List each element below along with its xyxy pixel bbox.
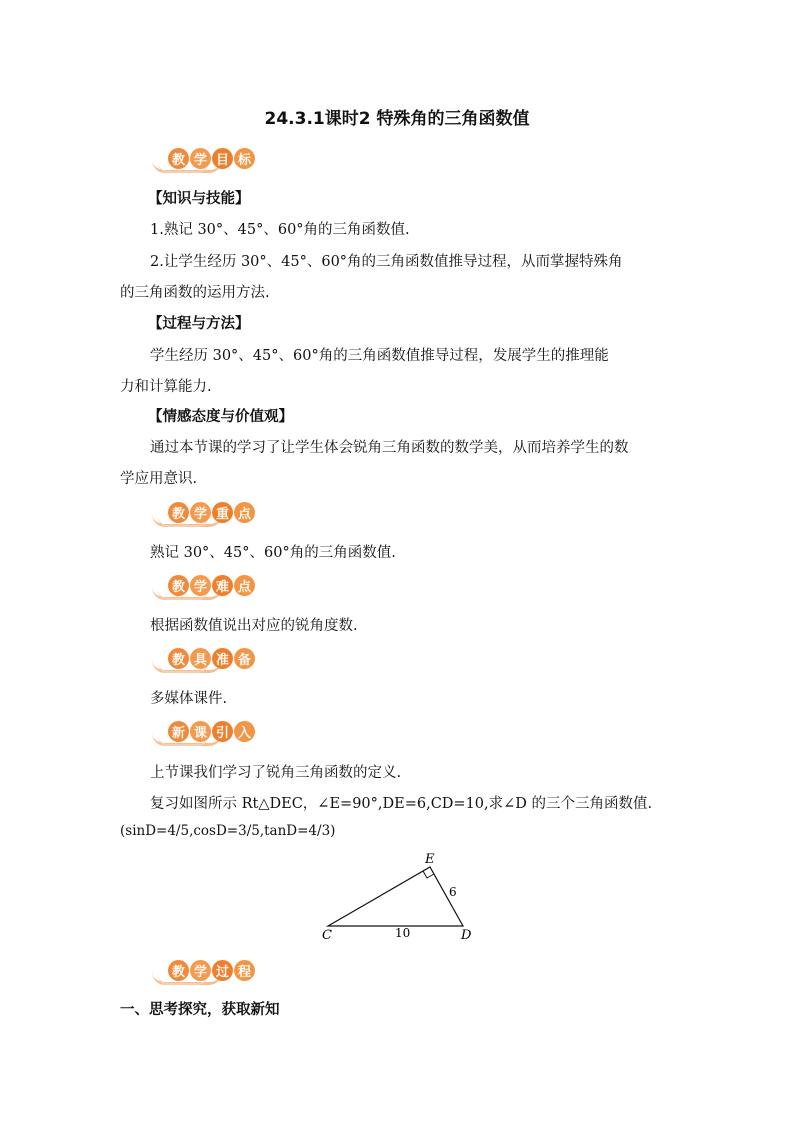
goal-line: 学生经历 30°、45°、60°角的三角函数值推导过程，发展学生的推理能 (150, 348, 609, 364)
badge-difficulties (152, 573, 260, 601)
triangle-figure (318, 850, 488, 942)
badge-char: 程 (234, 960, 255, 981)
badge-tools (152, 646, 260, 674)
badge-char: 备 (234, 648, 255, 669)
side-de-length: 6 (449, 885, 457, 899)
badge-char: 过 (212, 960, 233, 981)
badge-char: 具 (190, 648, 211, 669)
badge-char: 教 (168, 648, 189, 669)
label-c: C (322, 928, 332, 942)
badge-char: 学 (190, 960, 211, 981)
badge-intro (152, 719, 260, 747)
intro-line: 上节课我们学习了锐角三角函数的定义. (150, 765, 402, 781)
badge-key-points (152, 500, 260, 528)
intro-answer: (sinD=4/5,cosD=3/5,tanD=4/3) (120, 823, 336, 839)
goal-line: 学应用意识. (120, 471, 198, 487)
page-title: 24.3.1课时2 特殊角的三角函数值 (264, 109, 530, 129)
knowledge-heading: 【知识与技能】 (148, 191, 250, 207)
goal-line: 力和计算能力. (120, 379, 212, 395)
goal-line: 2.让学生经历 30°、45°、60°角的三角函数值推导过程，从而掌握特殊角 (150, 254, 623, 270)
intro-line: 复习如图所示 Rt△DEC，∠E=90°,DE=6,CD=10,求∠D 的三个三角函数值. (150, 796, 653, 812)
goal-line: 的三角函数的运用方法. (120, 285, 270, 301)
badge-char: 重 (212, 502, 233, 523)
badge-char: 新 (168, 721, 189, 742)
badge-char: 学 (190, 575, 211, 596)
emotion-heading: 【情感态度与价值观】 (148, 409, 293, 425)
side-cd-length: 10 (395, 926, 411, 940)
badge-char: 点 (234, 502, 255, 523)
badge-char: 难 (212, 575, 233, 596)
label-d: D (461, 928, 472, 942)
badge-char: 点 (234, 575, 255, 596)
badge-char: 课 (190, 721, 211, 742)
badge-char: 准 (212, 648, 233, 669)
badge-char: 引 (212, 721, 233, 742)
label-e: E (425, 852, 435, 867)
badge-char: 教 (168, 148, 189, 169)
badge-char: 学 (190, 502, 211, 523)
triangle-dec (328, 867, 463, 926)
section-heading: 一、思考探究，获取新知 (120, 1002, 280, 1018)
tools-text: 多媒体课件. (150, 691, 228, 707)
process-heading: 【过程与方法】 (148, 316, 250, 332)
goal-line: 通过本节课的学习了让学生体会锐角三角函数的数学美，从而培养学生的数 (150, 440, 629, 456)
badge-teaching-goals (152, 146, 260, 174)
difficulties-text: 根据函数值说出对应的锐角度数. (150, 618, 358, 634)
goal-line: 1.熟记 30°、45°、60°角的三角函数值. (150, 222, 410, 238)
badge-char: 教 (168, 502, 189, 523)
badge-process (152, 958, 260, 986)
badge-char: 入 (234, 721, 255, 742)
badge-char: 目 (212, 148, 233, 169)
badge-char: 教 (168, 575, 189, 596)
badge-char: 学 (190, 148, 211, 169)
badge-char: 标 (234, 148, 255, 169)
badge-char: 教 (168, 960, 189, 981)
key-points-text: 熟记 30°、45°、60°角的三角函数值. (150, 545, 396, 561)
